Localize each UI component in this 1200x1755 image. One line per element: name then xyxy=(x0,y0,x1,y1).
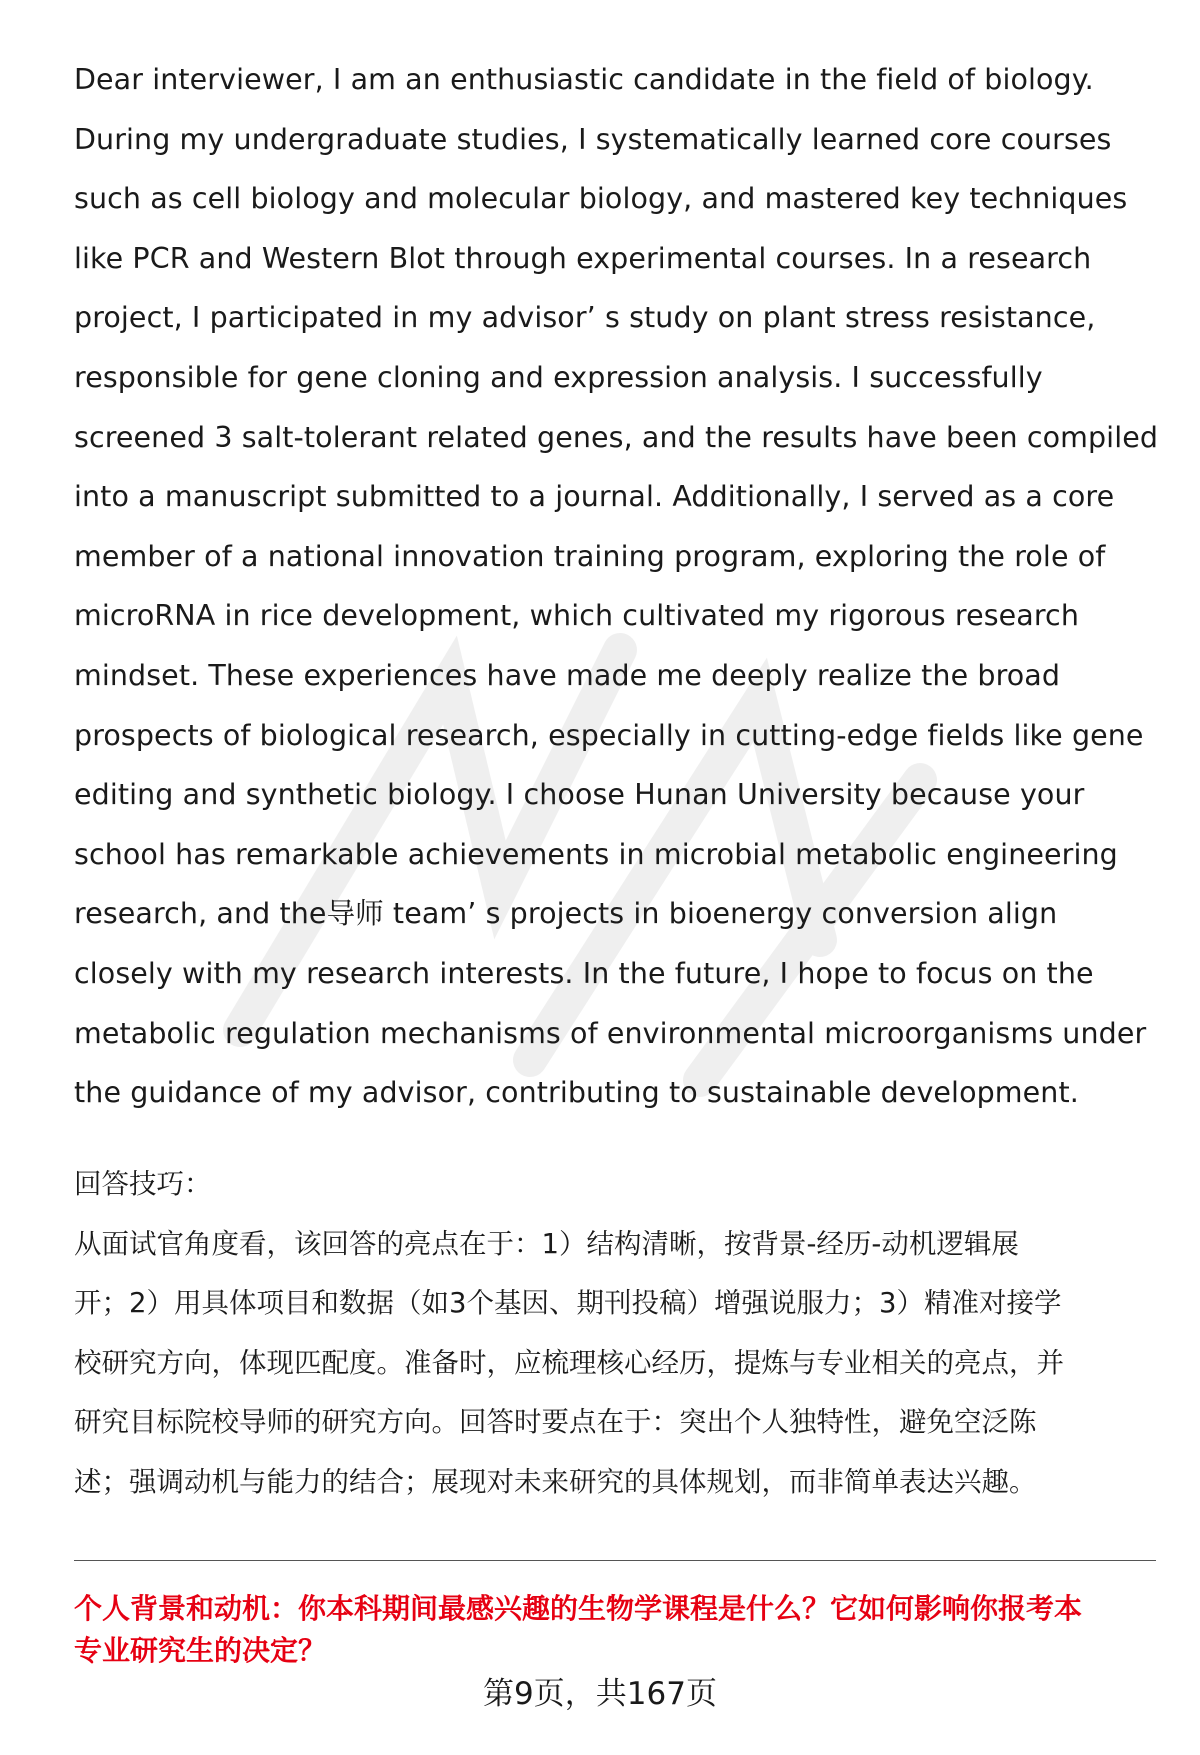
answer-line: metabolic regulation mechanisms of environmental microorganisms under xyxy=(74,1016,1147,1050)
answer-paragraph xyxy=(74,50,1159,1123)
answer-line: the guidance of my advisor, contributing to sustainable development. xyxy=(74,1076,1079,1110)
answer-line: screened 3 salt-tolerant related genes, and the results have been compiled xyxy=(74,420,1159,454)
answer-line: microRNA in rice development, which cultivated my rigorous research xyxy=(74,599,1079,633)
next-question-line: 专业研究生的决定？ xyxy=(74,1634,327,1667)
tips-heading: 回答技巧： xyxy=(74,1168,212,1200)
answer-line: such as cell biology and molecular biology, and mastered key techniques xyxy=(74,182,1128,216)
section-divider xyxy=(74,1560,1156,1561)
tips-line: 从面试官角度看，该回答的亮点在于：1）结构清晰，按背景-经历-动机逻辑展 xyxy=(74,1227,1019,1260)
answer-line: Dear interviewer, I am an enthusiastic candidate in the field of biology. xyxy=(74,63,1094,96)
next-question-line: 个人背景和动机：你本科期间最感兴趣的生物学课程是什么？它如何影响你报考本 xyxy=(74,1592,1083,1625)
answer-line: school has remarkable achievements in microbial metabolic engineering xyxy=(74,837,1118,871)
answer-line: closely with my research interests. In the future, I hope to focus on the xyxy=(74,956,1094,990)
next-question-heading xyxy=(74,1588,1164,1672)
answer-line: During my undergraduate studies, I systematically learned core courses xyxy=(74,122,1112,156)
page-number-footer: 第9页，共167页 xyxy=(483,1676,717,1712)
answer-tips-section xyxy=(74,1155,1154,1512)
answer-line: prospects of biological research, especially in cutting-edge fields like gene xyxy=(74,718,1144,752)
answer-line: member of a national innovation training program, exploring the role of xyxy=(74,539,1106,573)
answer-line: mindset. These experiences have made me deeply realize the broad xyxy=(74,658,1061,692)
answer-line: like PCR and Western Blot through experimental courses. In a research xyxy=(74,241,1092,275)
answer-line: into a manuscript submitted to a journal. Additionally, I served as a core xyxy=(74,480,1115,514)
answer-line: responsible for gene cloning and expression analysis. I successfully xyxy=(74,360,1043,394)
tips-line: 述；强调动机与能力的结合；展现对未来研究的具体规划，而非简单表达兴趣。 xyxy=(74,1465,1037,1498)
tips-line: 研究目标院校导师的研究方向。回答时要点在于：突出个人独特性，避免空泛陈 xyxy=(74,1406,1037,1438)
answer-line: research, and the导师 team’ s projects in bioenergy conversion align xyxy=(74,897,1058,931)
answer-line: project, I participated in my advisor’ s study on plant stress resistance, xyxy=(74,301,1096,335)
answer-line: editing and synthetic biology. I choose Hunan University because your xyxy=(74,778,1085,812)
tips-line: 开；2）用具体项目和数据（如3个基因、期刊投稿）增强说服力；3）精准对接学 xyxy=(74,1287,1062,1319)
tips-line: 校研究方向，体现匹配度。准备时，应梳理核心经历，提炼与专业相关的亮点，并 xyxy=(74,1346,1064,1379)
